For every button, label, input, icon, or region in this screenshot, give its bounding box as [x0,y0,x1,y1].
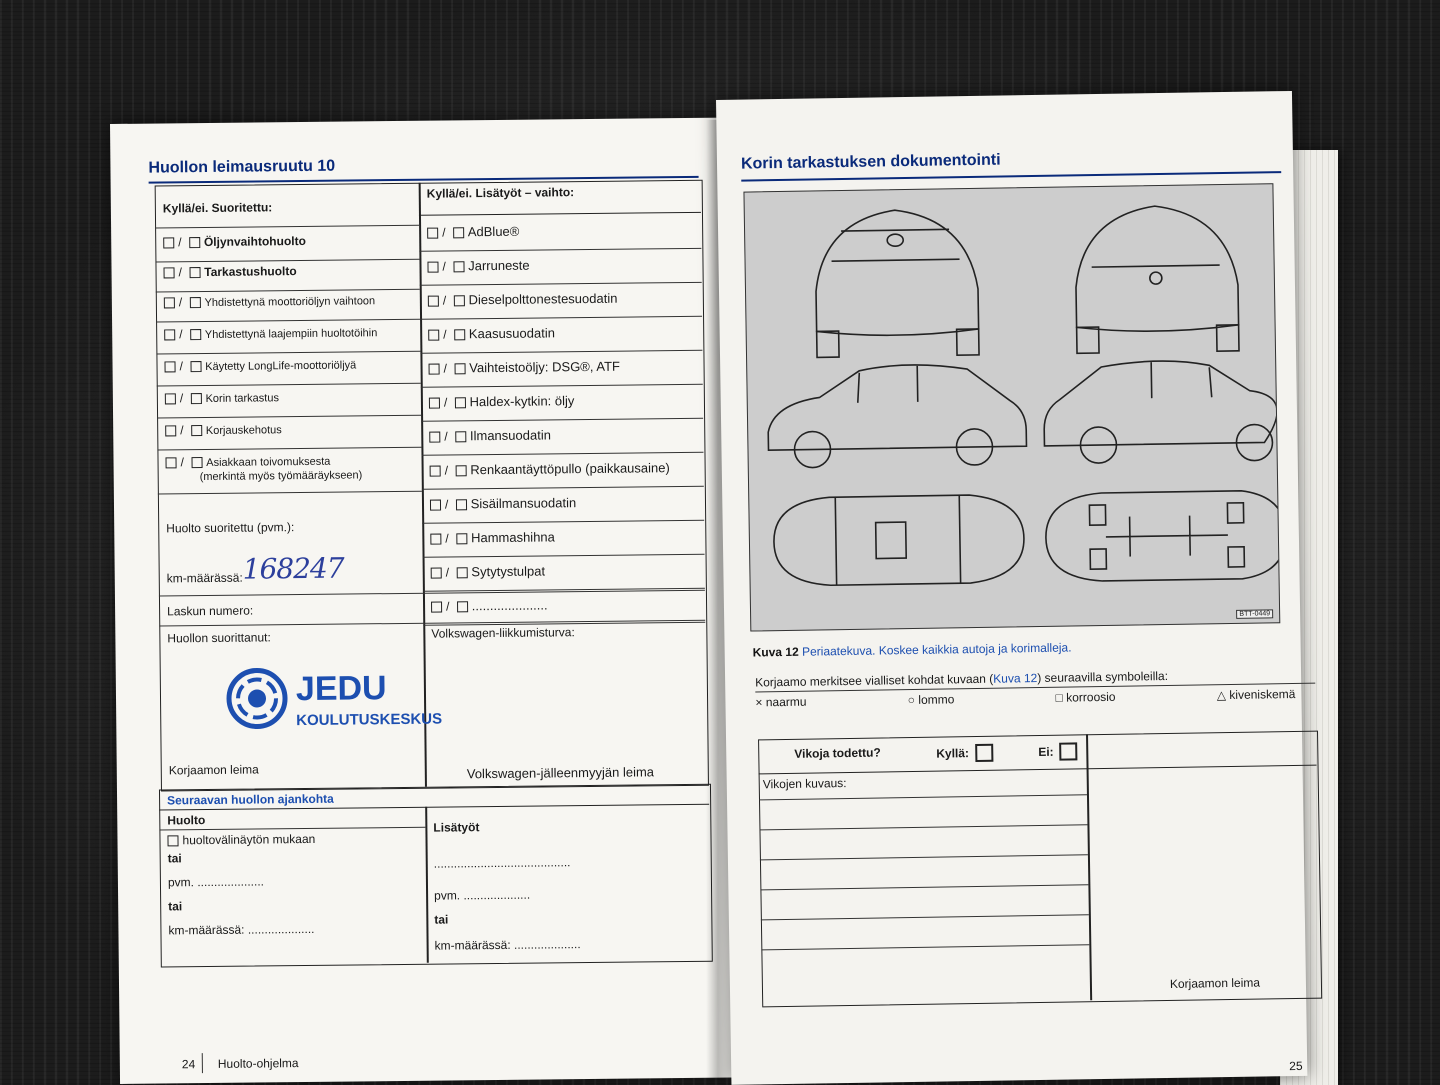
description-lines[interactable] [716,91,1292,100]
yes-checkbox-icon[interactable] [165,426,176,437]
slash-separator: / [443,327,450,342]
slash-separator: / [445,599,453,614]
extra-work-dots[interactable]: ......................................... [433,855,571,871]
yes-checkbox-icon[interactable] [431,602,442,613]
title-underline-right [741,171,1281,181]
col1-item-label: Korjauskehotus [205,424,282,438]
or-text: tai [167,851,182,866]
page-number-right: 25 [1289,1058,1303,1074]
yes-checkbox-icon[interactable] [428,330,439,341]
col2-item[interactable] [431,563,546,579]
yes-checkbox-icon[interactable] [427,262,438,273]
col2-item-label: Hammashihna [470,529,555,546]
symbol-mark: △ [1216,688,1230,703]
col1-item[interactable] [164,325,377,341]
col1-item[interactable] [163,234,306,249]
symbol-legend-item [755,695,806,710]
next-km-field[interactable]: km-määrässä: .................... [168,921,315,938]
yes-checkbox-icon[interactable] [429,398,440,409]
no-checkbox-icon[interactable] [190,361,201,372]
no-checkbox-icon[interactable] [456,568,467,579]
invoice-label: Laskun numero: [167,603,254,619]
symbol-legend-item [1217,687,1296,702]
col2-item-label: Vaihteistoöljy: DSG®, ATF [469,358,621,376]
caption-label: Kuva 12 [752,644,799,660]
slash-separator: / [443,361,451,376]
service-interval-option[interactable] [167,832,315,848]
next-service-col1-header: Huolto [167,813,206,828]
col2-item-label: Haldex-kytkin: öljy [469,393,575,410]
col2-item[interactable] [430,529,555,545]
next-service-col2-header: Lisätyöt [433,820,480,835]
col1-item[interactable] [165,422,282,437]
extra-date-field[interactable]: pvm. .................... [434,887,531,903]
slash-separator: / [180,455,188,470]
right-page [716,91,1307,1085]
col1-item-label: Korin tarkastus [205,392,279,406]
section-name: Huolto-ohjelma [217,1056,299,1071]
col1-header: Kyllä/ei. Suoritettu: [162,200,273,216]
symbol-mark: × [755,695,766,710]
slash-separator: / [442,293,450,308]
yes-checkbox-icon[interactable] [427,228,438,239]
yes-checkbox-icon[interactable] [165,394,176,405]
yes-checkbox-icon[interactable] [164,298,175,309]
col1-item-label: Käytetty LongLife-moottoriöljyä [205,359,357,374]
col2-item[interactable] [430,495,576,512]
defects-description-label: Vikojen kuvaus: [762,776,847,792]
col2-item[interactable] [427,258,529,274]
or-text-2: tai [168,899,183,914]
no-checkbox-icon[interactable] [455,432,466,443]
col2-item[interactable] [428,359,620,376]
slash-separator: / [178,235,185,250]
col1-item-list [110,118,722,124]
car-diagram-figure [743,183,1280,631]
page-title-right: Korin tarkastuksen dokumentointi [740,151,1001,173]
yes-label: Kyllä: [936,746,970,761]
col2-item-label: Sytytystulpat [471,563,546,580]
col2-item[interactable] [429,427,551,443]
symbol-legend-item [908,692,955,707]
no-checkbox-icon[interactable] [453,296,464,307]
service-date-label: Huolto suoritettu (pvm.): [166,520,295,536]
no-checkbox-icon[interactable] [457,602,468,613]
no-checkbox-icon[interactable] [189,267,200,278]
yes-checkbox-icon[interactable] [165,458,176,469]
yes-checkbox-icon[interactable] [431,568,442,579]
col1-item[interactable] [164,357,356,373]
instruction-lead: Korjaamo merkitsee vialliset kohdat kuvaan ( [755,671,994,690]
next-service-title: Seuraavan huollon ajankohta [167,791,334,808]
yes-checkbox-icon[interactable] [430,534,441,545]
col2-item[interactable] [428,291,618,308]
slash-separator: / [442,259,450,274]
symbol-label: kiveniskemä [1229,686,1296,703]
caption-text: Periaatekuva. Koskee kaikkia autoja ja korimalleja. [801,640,1072,659]
no-checkbox-icon[interactable] [453,228,464,239]
slash-separator: / [178,265,186,280]
slash-separator: / [442,225,449,240]
service-interval-text: huoltovälinäytön mukaan [182,831,316,848]
yes-checkbox-icon[interactable] [430,466,441,477]
slash-separator: / [179,359,187,374]
col2-header: Kyllä/ei. Lisätyöt – vaihto: [426,185,575,201]
col1-item-label: Öljynvaihtohuolto [203,233,306,250]
no-checkbox-icon[interactable] [191,457,202,468]
yes-option[interactable] [936,744,997,763]
no-checkbox-icon[interactable] [191,425,202,436]
yes-checkbox-icon[interactable] [429,364,440,375]
no-checkbox-icon[interactable] [456,534,467,545]
col2-item-label: ..................... [471,597,548,614]
col2-item-label: Kaasusuodatin [468,325,555,342]
extra-km-field[interactable]: km-määrässä: .................... [434,937,581,953]
col1-item-label: Yhdistettynä moottoriöljyn vaihtoon [204,295,376,310]
col2-item-label: Sisäilmansuodatin [470,495,577,512]
next-date-field[interactable]: pvm. .................... [167,874,265,890]
page-title-left: Huollon leimausruutu 10 [148,157,336,177]
col2-item[interactable] [428,325,555,341]
defects-question: Vikoja todettu? [794,745,881,761]
col2-item-label: Dieselpolttonestesuodatin [468,290,618,308]
yes-checkbox-icon[interactable] [975,744,993,762]
symbol-legend-item [1055,690,1115,705]
symbol-label: lommo [918,692,955,707]
no-checkbox-icon[interactable] [189,237,200,248]
col1-item[interactable] [163,264,296,279]
yes-checkbox-icon[interactable] [164,268,175,279]
no-option[interactable] [1038,742,1082,761]
col1-item[interactable] [200,467,363,483]
yes-checkbox-icon[interactable] [164,330,175,341]
col2-item[interactable] [430,460,670,478]
col1-item-label: (merkintä myös työmääräykseen) [199,469,363,484]
slash-separator: / [179,327,186,342]
symbol-label: naarmu [765,694,807,710]
col2-item-label: AdBlue® [467,223,520,240]
extra-or-text: tai [434,912,449,927]
col1-item-label: Yhdistettynä laajempiin huoltotöihin [204,327,378,342]
no-checkbox-icon[interactable] [454,364,465,375]
col1-item[interactable] [165,390,279,405]
symbol-mark: □ [1055,690,1067,705]
yes-checkbox-icon[interactable] [164,362,175,373]
stamp-koulutuskeskus: KOULUTUSKESKUS [296,710,443,730]
yes-checkbox-icon[interactable] [430,500,441,511]
yes-checkbox-icon[interactable] [429,432,440,443]
no-checkbox-icon[interactable] [190,393,201,404]
no-label: Ei: [1038,744,1054,760]
footer-divider [202,1053,203,1073]
no-checkbox-icon[interactable] [1059,742,1077,760]
page-number-left: 24 [181,1057,196,1072]
slash-separator: / [444,497,452,512]
col2-item-label: Ilmansuodatin [469,427,551,444]
col2-item[interactable] [429,393,575,410]
slash-separator: / [445,565,453,580]
slash-separator: / [444,463,452,478]
stamp-jedu: JEDU [295,669,387,709]
performer-label: Huollon suorittanut: [167,630,271,646]
no-checkbox-icon[interactable] [456,500,467,511]
col1-item-label: Asiakkaan toivomuksesta [206,455,331,470]
car-outlines-icon [744,184,1279,630]
km-handwritten-value: 168247 [242,551,344,586]
no-checkbox-icon[interactable] [189,297,200,308]
workshop-stamp-label: Korjaamon leima [168,762,259,778]
slash-separator: / [179,391,187,406]
symbol-mark: ○ [907,692,919,708]
col2-item-list [110,118,722,124]
slash-separator: / [443,395,451,410]
col2-item[interactable] [431,597,548,613]
slash-separator: / [445,531,453,546]
col1-item[interactable] [164,293,375,309]
km-label: km-määrässä: [166,570,243,586]
jedu-logo-icon [226,667,289,730]
instruction-tail: ) seuraavilla symboleilla: [1037,668,1169,686]
yes-checkbox-icon[interactable] [163,238,174,249]
vw-mobility-label: Volkswagen-liikkumisturva: [431,625,575,641]
slash-separator: / [180,423,187,438]
workshop-stamp-right: Korjaamon leima [1169,975,1261,991]
figure-code: BTT-0449 [1236,609,1273,619]
slash-separator: / [444,429,452,444]
col2-item-label: Jarruneste [468,257,530,274]
col1-item-label: Tarkastushuolto [204,264,297,280]
no-checkbox-icon[interactable] [455,398,466,409]
yes-checkbox-icon[interactable] [428,296,439,307]
symbol-label: korroosio [1066,689,1116,705]
checkbox-icon[interactable] [167,836,178,847]
slash-separator: / [178,295,186,310]
no-checkbox-icon[interactable] [453,262,464,273]
figure-link[interactable]: Kuva 12 [993,671,1038,686]
left-page [110,118,732,1084]
vw-dealer-stamp-label: Volkswagen-jälleenmyyjän leima [466,764,655,782]
figure-caption [753,640,1072,659]
no-checkbox-icon[interactable] [455,466,466,477]
no-checkbox-icon[interactable] [454,330,465,341]
col2-item-label: Renkaantäyttöpullo (paikkausaine) [470,460,670,478]
no-checkbox-icon[interactable] [190,329,201,340]
col2-item[interactable] [427,224,519,240]
